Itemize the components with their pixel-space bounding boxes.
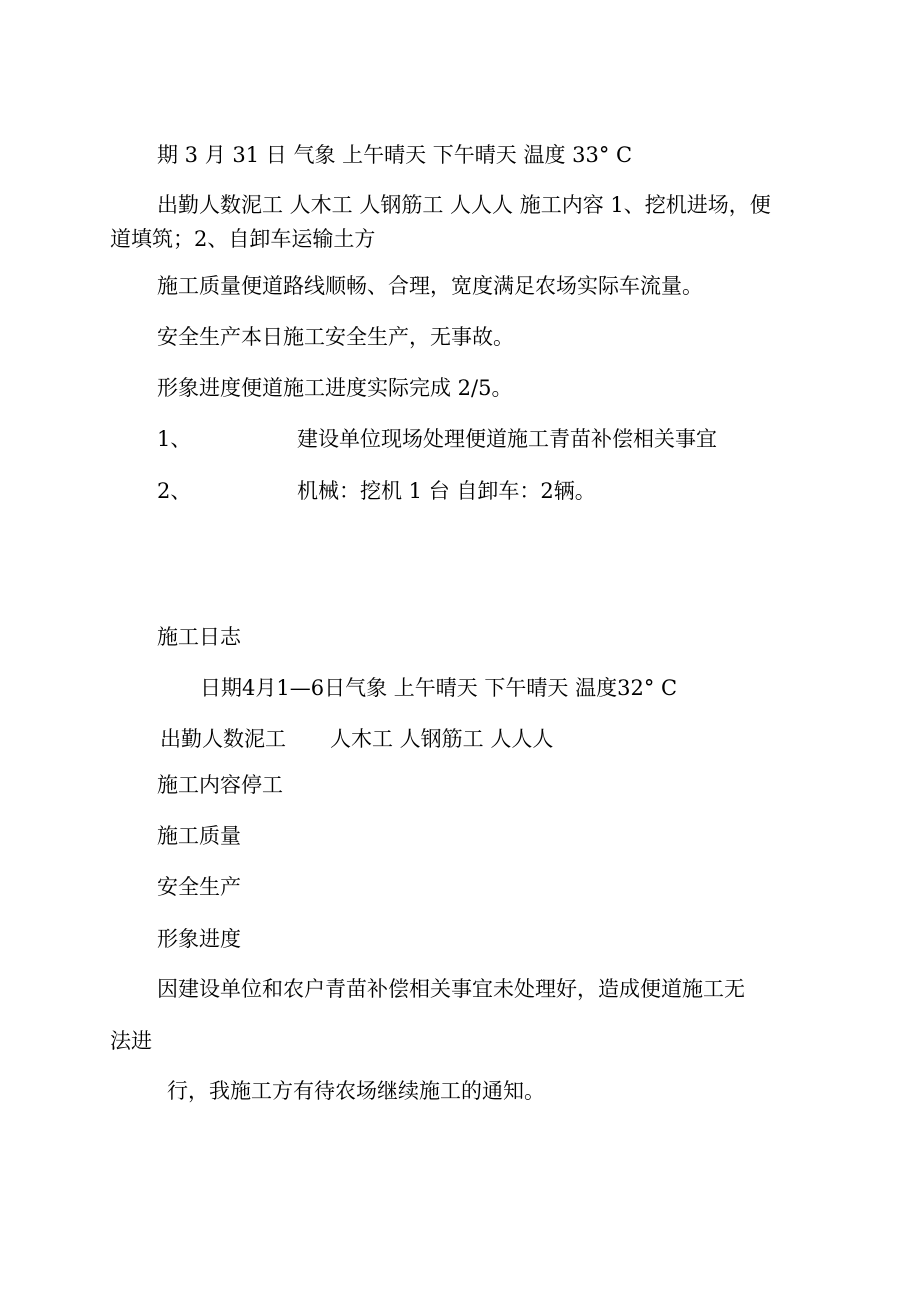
entry1-attendance-content: 出勤人数泥工 人木工 人钢筋工 人人人 施工内容 1、挖机进场，便道填筑；2、自卸车运输土方 (110, 193, 771, 251)
entry2-title: 施工日志 (157, 625, 241, 649)
entry2-date-weather: 日期4月1—6日气象 上午晴天 下午晴天 温度32° C (200, 676, 678, 700)
note-text: 建设单位现场处理便道施工青苗补偿相关事宜 (297, 427, 717, 451)
note-number: 2、 (157, 479, 192, 503)
note-number: 1、 (157, 427, 192, 451)
entry1-note-1 (157, 426, 717, 452)
entry2-reason-line-1: 因建设单位和农户青苗补偿相关事宜未处理好，造成便道施工无 (157, 977, 745, 1001)
entry1-safety: 安全生产本日施工安全生产，无事故。 (157, 325, 514, 349)
note-text: 机械：挖机 1 台 自卸车：2辆。 (297, 479, 596, 503)
entry1-quality: 施工质量便道路线顺畅、合理，宽度满足农场实际车流量。 (157, 274, 703, 298)
entry2-attendance (160, 726, 553, 752)
entry2-reason-line-2: 法进 (110, 1029, 152, 1053)
entry2-attendance-a: 出勤人数泥工 (160, 727, 286, 751)
entry2-reason-line-3: 行，我施工方有待农场继续施工的通知。 (167, 1079, 545, 1103)
entry2-progress: 形象进度 (157, 927, 241, 951)
entry2-safety: 安全生产 (157, 875, 241, 899)
entry1-progress: 形象进度便道施工进度实际完成 2/5。 (157, 376, 513, 400)
entry1-note-2 (157, 478, 596, 504)
entry2-attendance-b: 人木工 人钢筋工 人人人 (330, 727, 554, 751)
entry2-quality: 施工质量 (157, 824, 241, 848)
entry1-date-weather: 期 3 月 31 日 气象 上午晴天 下午晴天 温度 33° C (157, 143, 633, 167)
entry2-content: 施工内容停工 (157, 773, 283, 797)
